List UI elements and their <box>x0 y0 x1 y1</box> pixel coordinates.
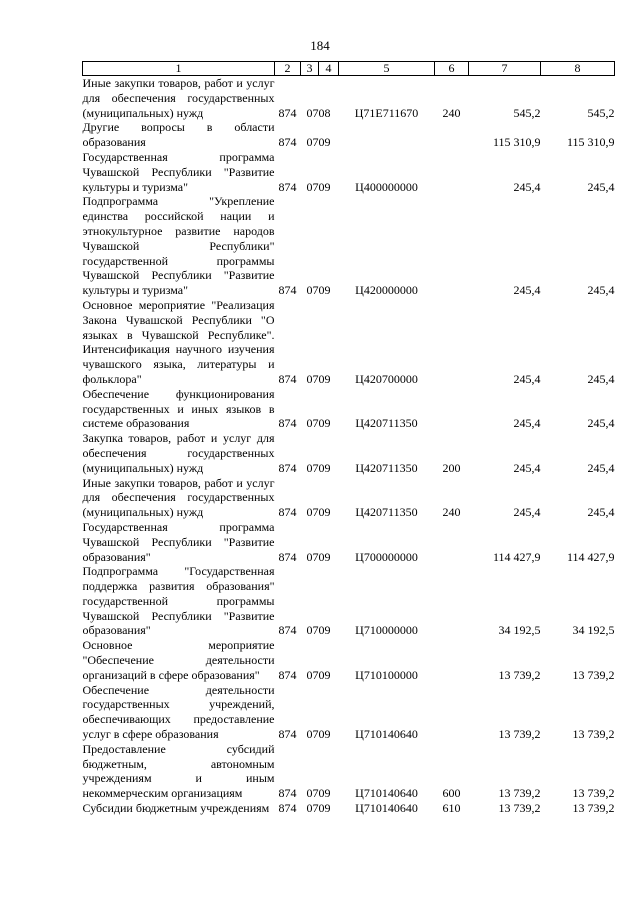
row-subsection-cell: 09 <box>318 549 331 564</box>
row-code-cell: 874 <box>278 623 297 638</box>
row-section-cell: 07 <box>306 727 319 742</box>
row-section-cell: 07 <box>306 105 319 120</box>
row-expense-type-cell: 200 <box>442 460 461 475</box>
row-section-cell: 07 <box>306 283 319 298</box>
row-subsection-cell: 09 <box>318 460 331 475</box>
row-subsection-cell: 09 <box>318 135 331 150</box>
row-amount-total-cell: 245,4 <box>587 416 615 431</box>
row-name-cell: Другие вопросы в области образования <box>82 120 275 150</box>
row-expense-type-cell <box>435 298 469 387</box>
row-code-cell: 874 <box>278 549 297 564</box>
row-code-cell: 874 <box>278 786 297 801</box>
table-row <box>83 520 615 564</box>
row-section-cell: 07 <box>306 549 319 564</box>
table-row <box>83 476 615 520</box>
row-amount-cell: 245,4 <box>513 416 541 431</box>
row-expense-type-cell <box>435 120 469 150</box>
budget-table <box>82 61 615 816</box>
row-expense-type-cell <box>435 194 469 298</box>
row-amount-cell: 13 739,2 <box>498 801 541 816</box>
row-section-cell: 07 <box>306 623 319 638</box>
table-row <box>83 742 615 801</box>
row-amount-cell: 245,4 <box>513 179 541 194</box>
row-subsection-cell: 09 <box>318 786 331 801</box>
row-amount-total-cell: 245,4 <box>587 505 615 520</box>
row-amount-cell: 13 739,2 <box>498 727 541 742</box>
row-amount-total-cell: 13 739,2 <box>572 801 615 816</box>
page-number: 184 <box>310 38 330 53</box>
table-row <box>83 194 615 298</box>
row-amount-cell: 245,4 <box>513 505 541 520</box>
row-section-cell: 07 <box>306 667 319 682</box>
row-section-cell: 07 <box>306 179 319 194</box>
row-section-cell: 07 <box>306 801 319 816</box>
row-amount-total-cell: 245,4 <box>587 179 615 194</box>
row-code-cell: 874 <box>278 505 297 520</box>
row-amount-cell: 545,2 <box>513 105 541 120</box>
row-amount-total-cell: 115 310,9 <box>566 135 615 150</box>
row-target-article-cell: Ц710000000 <box>355 623 418 638</box>
row-section-cell: 07 <box>306 505 319 520</box>
table-body <box>83 76 615 816</box>
row-code-cell: 874 <box>278 801 297 816</box>
table-row <box>83 150 615 194</box>
row-amount-total-cell: 13 739,2 <box>572 727 615 742</box>
row-section-cell: 07 <box>306 371 319 386</box>
row-target-article-cell: Ц71Е711670 <box>354 105 419 120</box>
header-col-3: 3 <box>301 62 319 76</box>
row-subsection-cell: 08 <box>318 105 331 120</box>
table-row <box>83 120 615 150</box>
table-row <box>83 387 615 431</box>
header-col-2: 2 <box>275 62 301 76</box>
row-amount-cell: 245,4 <box>513 371 541 386</box>
row-subsection-cell: 09 <box>318 727 331 742</box>
row-section-cell: 07 <box>306 460 319 475</box>
row-section-cell: 07 <box>306 135 319 150</box>
row-subsection-cell: 09 <box>318 801 331 816</box>
header-col-1: 1 <box>83 62 275 76</box>
row-code-cell: 874 <box>278 727 297 742</box>
row-target-article-cell: Ц420711350 <box>355 460 418 475</box>
table-row <box>83 431 615 475</box>
row-expense-type-cell <box>435 387 469 431</box>
header-col-8: 8 <box>541 62 615 76</box>
row-name-cell: Государственная программа Чувашской Республики "Развитие культуры и туризма" <box>82 149 275 194</box>
header-col-7: 7 <box>469 62 541 76</box>
row-amount-total-cell: 13 739,2 <box>572 667 615 682</box>
row-code-cell: 874 <box>278 105 297 120</box>
row-expense-type-cell: 600 <box>442 786 461 801</box>
row-target-article-cell: Ц420000000 <box>355 283 418 298</box>
row-target-article-cell: Ц710100000 <box>355 667 418 682</box>
row-code-cell: 874 <box>278 371 297 386</box>
row-amount-cell: 114 427,9 <box>492 549 541 564</box>
table-row <box>83 683 615 742</box>
row-expense-type-cell <box>435 520 469 564</box>
row-code-cell: 874 <box>278 179 297 194</box>
row-amount-total-cell: 245,4 <box>587 460 615 475</box>
row-target-article-cell: Ц700000000 <box>355 549 418 564</box>
row-amount-cell: 115 310,9 <box>492 135 541 150</box>
row-amount-cell: 13 739,2 <box>498 667 541 682</box>
row-name-cell: Подпрограмма "Государственная поддержка развития образования" государственной программы Чувашской Республики "Развитие образования" <box>82 564 275 638</box>
row-expense-type-cell <box>435 564 469 638</box>
row-amount-total-cell: 245,4 <box>587 371 615 386</box>
row-subsection-cell: 09 <box>318 623 331 638</box>
table-row <box>83 638 615 682</box>
row-code-cell: 874 <box>278 283 297 298</box>
row-code-cell: 874 <box>278 135 297 150</box>
header-row <box>83 62 615 76</box>
row-subsection-cell: 09 <box>318 667 331 682</box>
row-name-cell: Подпрограмма "Укрепление единства российской нации и этнокультурное развитие народов Чувашской Республики" государственной программы Чувашской Республики "Развитие культуры и туризма" <box>82 194 275 298</box>
row-amount-total-cell: 545,2 <box>587 105 615 120</box>
header-col-5: 5 <box>339 62 435 76</box>
row-amount-cell: 245,4 <box>513 460 541 475</box>
row-amount-cell: 13 739,2 <box>498 786 541 801</box>
row-name-cell: Иные закупки товаров, работ и услуг для обеспечения государственных (муниципальных) нужд <box>82 76 275 120</box>
row-expense-type-cell: 610 <box>442 801 461 816</box>
row-subsection-cell: 09 <box>318 179 331 194</box>
row-target-article-cell: Ц420711350 <box>355 505 418 520</box>
row-amount-cell: 34 192,5 <box>498 623 541 638</box>
row-expense-type-cell: 240 <box>442 105 461 120</box>
row-target-article-cell: Ц400000000 <box>355 179 418 194</box>
header-col-4: 4 <box>319 62 339 76</box>
row-name-cell: Основное мероприятие "Обеспечение деятельности организаций в сфере образования" <box>82 638 275 682</box>
row-expense-type-cell <box>435 638 469 682</box>
row-target-article-cell: Ц710140640 <box>355 786 418 801</box>
table-row <box>83 76 615 121</box>
row-name-cell: Субсидии бюджетным учреждениям <box>82 801 270 816</box>
row-amount-total-cell: 34 192,5 <box>572 623 615 638</box>
row-subsection-cell: 09 <box>318 505 331 520</box>
table-row <box>83 564 615 638</box>
row-amount-total-cell: 13 739,2 <box>572 786 615 801</box>
table-header <box>83 62 615 76</box>
row-code-cell: 874 <box>278 667 297 682</box>
row-name-cell: Государственная программа Чувашской Республики "Развитие образования" <box>82 519 275 564</box>
row-code-cell: 874 <box>278 460 297 475</box>
row-name-cell: Закупка товаров, работ и услуг для обеспечения государственных (муниципальных) нужд <box>82 431 275 475</box>
row-target-article-cell: Ц420700000 <box>355 371 418 386</box>
header-col-6: 6 <box>435 62 469 76</box>
row-target-article-cell: Ц710140640 <box>355 727 418 742</box>
row-amount-total-cell: 245,4 <box>587 283 615 298</box>
row-target-article-cell: Ц710140640 <box>355 801 418 816</box>
row-name-cell: Предоставление субсидий бюджетным, автономным учреждениям и иным некоммерческим организациям <box>82 741 275 801</box>
row-expense-type-cell <box>435 683 469 742</box>
row-amount-total-cell: 114 427,9 <box>566 549 615 564</box>
row-section-cell: 07 <box>306 786 319 801</box>
row-subsection-cell: 09 <box>318 416 331 431</box>
row-code-cell: 874 <box>278 416 297 431</box>
row-target-article-cell: Ц420711350 <box>355 416 418 431</box>
row-section-cell: 07 <box>306 416 319 431</box>
row-name-cell: Обеспечение функционирования государственных и иных языков в системе образования <box>82 386 275 431</box>
table-row <box>83 801 615 816</box>
row-expense-type-cell <box>435 150 469 194</box>
row-subsection-cell: 09 <box>318 371 331 386</box>
row-target-article-cell <box>339 120 435 150</box>
row-name-cell: Обеспечение деятельности государственных учреждений, обеспечивающих предоставление услуг в сфере образования <box>82 682 275 742</box>
row-name-cell: Иные закупки товаров, работ и услуг для обеспечения государственных (муниципальных) нужд <box>82 475 275 520</box>
row-amount-cell: 245,4 <box>513 283 541 298</box>
row-name-cell: Основное мероприятие "Реализация Закона Чувашской Республики "О языках в Чувашской Республике". Интенсификация научного изучения чувашского языка, литературы и фольклора" <box>82 297 275 386</box>
table-row <box>83 298 615 387</box>
row-subsection-cell: 09 <box>318 283 331 298</box>
row-expense-type-cell: 240 <box>442 505 461 520</box>
